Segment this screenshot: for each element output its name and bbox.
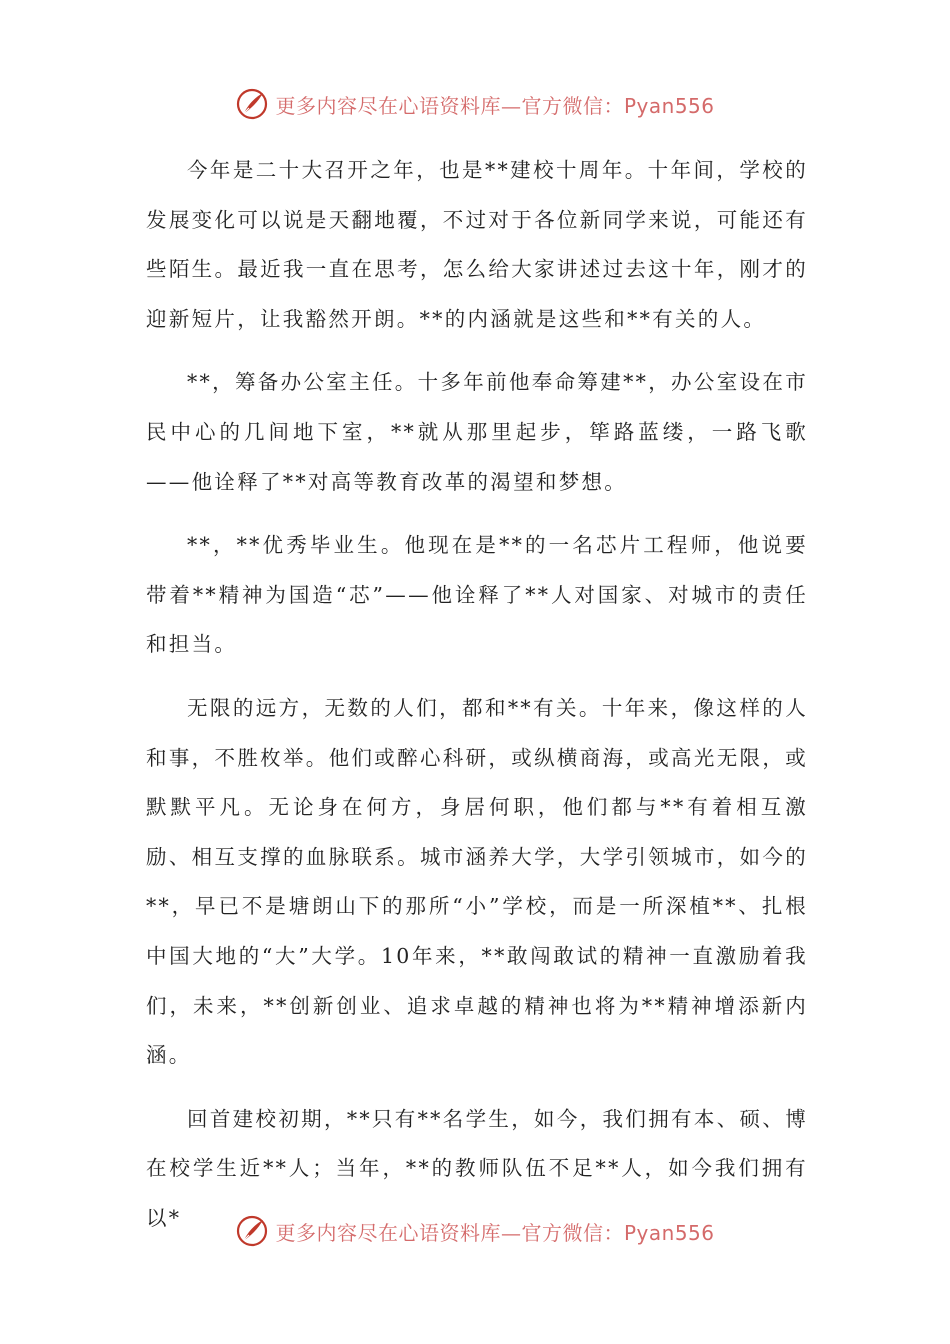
paragraph-4: 无限的远方，无数的人们，都和**有关。十年来，像这样的人和事，不胜枚举。他们或醉心科研，或纵横商海，或高光无限，或默默平凡。无论身在何方，身居何职，他们都与**有着相互激励、相互支撑的血脉联系。城市涵养大学，大学引领城市，如今的**，早已不是塘朗山下的那所“小”学校，而是一所深植**、扎根中国大地的“大”大学。10年来，**敢闯敢试的精神一直激励着我们，未来，**创新创业、追求卓越的精神也将为**精神增添新内涵。 <box>146 695 808 1068</box>
paragraph-5: 回首建校初期，**只有**名学生，如今，我们拥有本、硕、博在校学生近**人；当年，**的教师队伍不足**人，如今我们拥有以* <box>146 1106 808 1230</box>
footer-banner <box>0 1211 950 1251</box>
quill-pen-logo-icon <box>235 1214 269 1248</box>
quill-pen-logo-icon <box>235 87 269 121</box>
paragraph-1: 今年是二十大召开之年，也是**建校十周年。十年间，学校的发展变化可以说是天翻地覆，不过对于各位新同学来说，可能还有些陌生。最近我一直在思考，怎么给大家讲述过去这十年，刚才的迎新短片，让我豁然开朗。**的内涵就是这些和**有关的人。 <box>146 158 808 331</box>
document-body <box>146 146 808 1257</box>
paragraph-2: **，筹备办公室主任。十多年前他奉命筹建**，办公室设在市民中心的几间地下室，**就从那里起步，筚路蓝缕，一路飞歌——他诠释了**对高等教育改革的渴望和梦想。 <box>146 370 808 494</box>
wechat-id: Pyan556 <box>623 1220 715 1245</box>
banner-text: 更多内容尽在心语资料库—官方微信：Pyan556 <box>275 1220 715 1245</box>
banner-text: 更多内容尽在心语资料库—官方微信：Pyan556 <box>275 93 715 118</box>
wechat-id: Pyan556 <box>623 93 715 118</box>
header-banner <box>0 84 950 124</box>
paragraph-3: **，**优秀毕业生。他现在是**的一名芯片工程师，他说要带着**精神为国造“芯”——他诠释了**人对国家、对城市的责任和担当。 <box>146 533 808 657</box>
